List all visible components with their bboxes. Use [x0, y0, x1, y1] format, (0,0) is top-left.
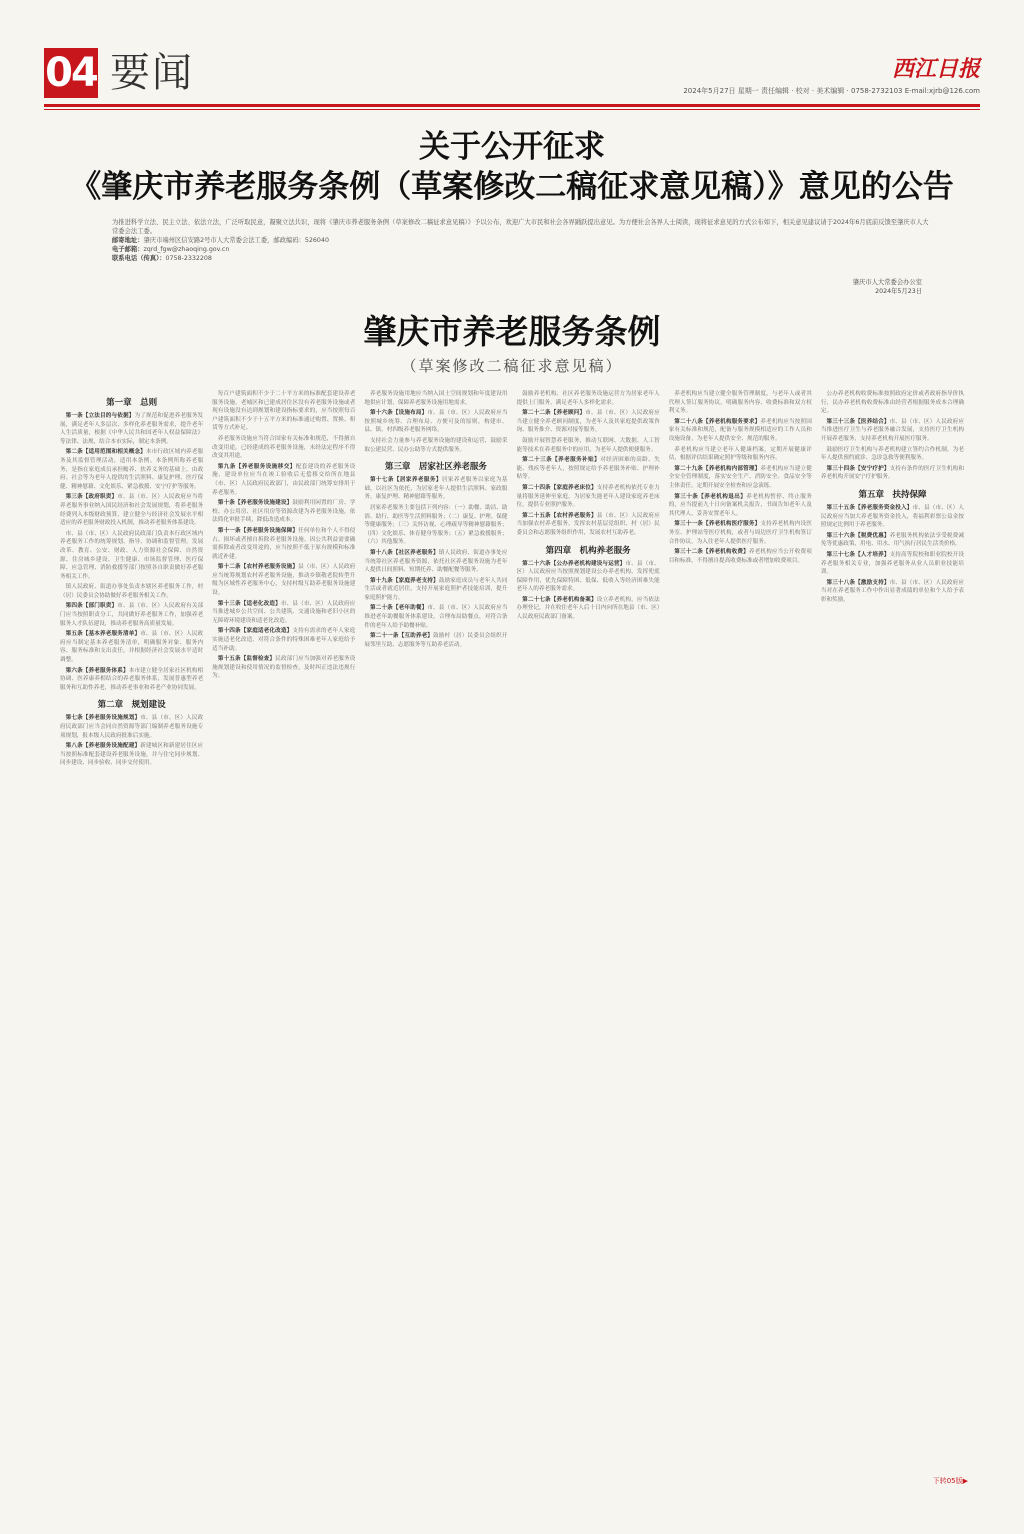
- article-paragraph: 第三十七条【人才培养】支持高等院校和职业院校开设养老服务相关专业，加强养老服务从业人员职业技能培训。: [820, 551, 965, 576]
- article-paragraph: 第十四条【家庭适老化改造】支持有需求的老年人家庭实施适老化改造，对符合条件的特殊困难老年人家庭给予适当补助。: [212, 628, 356, 652]
- article-heading: 第十五条【监督检查】: [217, 656, 276, 663]
- article-paragraph: 养老服务设施用地应当纳入国土空间规划和年度建设用地供应计划，保障养老服务设施用地需求。: [364, 391, 508, 406]
- article-paragraph: 鼓励养老机构、社区养老服务设施运营方为居家老年人提供上门服务，满足老年人多样化需求。: [516, 391, 660, 406]
- article-paragraph: 鼓励开展智慧养老服务，推动互联网、大数据、人工智能等技术在养老服务中的应用，为老年人提供便捷服务。: [516, 437, 660, 453]
- article-paragraph: 公办养老机构收费标准按照政府定价或者政府指导价执行，民办养老机构收费标准由经营者根据服务成本合理确定。: [820, 391, 965, 415]
- notice-intro: 为推进科学立法、民主立法、依法立法，广泛听取民意，凝聚立法共识，现将《肇庆市养老服务条例（草案修改二稿征求意见稿）》予以公布，欢迎广大市民和社会各界踊跃提出意见。为方便社会各界人士阅读，现将征求意见的方式公布如下，相关意见建议请于2024年6月底前反馈至肇庆市人大常委会法工委。: [112, 219, 929, 235]
- article-paragraph: 第五条【基本养老服务清单】市、县（市、区）人民政府应当制定基本养老服务清单，明确服务对象、服务内容、服务标准和支出责任，并根据经济社会发展水平适时调整。: [60, 631, 204, 664]
- page-number: 04: [45, 50, 97, 96]
- chapter-heading: 第五章 扶持保障: [858, 489, 927, 500]
- article-heading: 第七条【养老服务设施规划】: [65, 715, 141, 722]
- article-paragraph: 第二十一条【互助养老】鼓励村（居）民委员会组织开展邻里互助、志愿服务等互助养老活动。: [364, 633, 508, 648]
- article-heading: 第三十六条【税费优惠】: [826, 532, 890, 539]
- contact-label: 电子邮箱：: [112, 246, 144, 253]
- article-paragraph: 支持社会力量参与养老服务设施的建设和运营，鼓励采取公建民营、民办公助等方式提供服务。: [364, 437, 508, 453]
- article-paragraph: 第二十八条【养老机构服务要求】养老机构应当按照国家有关标准和规范，配备与服务规模相适应的工作人员和设施设备，为老年人提供安全、规范的服务。: [668, 418, 812, 442]
- notice-body: [112, 218, 932, 263]
- article-paragraph: 第十六条【设施布局】市、县（市、区）人民政府应当按照城乡统筹、合理布局、方便可及的原则，构建市、县、镇、村四级养老服务网络。: [364, 410, 508, 434]
- section-title: 要闻: [110, 50, 194, 96]
- notice-contact-row: [112, 236, 932, 245]
- text-column: [212, 390, 355, 1498]
- article-heading: 第三十一条【养老机构医疗服务】: [674, 521, 761, 528]
- article-paragraph: 第十条【养老服务设施建设】鼓励利用闲置的厂房、学校、办公用房、社区用房等资源改建为养老服务设施，依法简化审批手续，降低改造成本。: [212, 500, 356, 524]
- regulation-subtitle: （草案修改二稿征求意见稿）: [401, 357, 623, 375]
- article-paragraph: 第三十一条【养老机构医疗服务】支持养老机构内设医务室、护理站等医疗机构，或者与周边医疗卫生机构签订合作协议，为入住老年人提供医疗服务。: [668, 521, 812, 545]
- article-paragraph: 第六条【养老服务体系】本市建立健全居家社区机构相协调、医养康养相结合的养老服务体系，发展普惠型养老服务和互助性养老，推动养老事业和养老产业协同发展。: [60, 667, 204, 691]
- article-paragraph: 第二十五条【农村养老服务】县（市、区）人民政府应当加强农村养老服务，发挥农村基层党组织、村（居）民委员会和志愿服务组织作用，发展农村互助养老。: [516, 512, 660, 536]
- article-paragraph: 第三十八条【激励支持】市、县（市、区）人民政府应当对在养老服务工作中作出显著成绩的单位和个人给予表彰和奖励。: [820, 579, 965, 603]
- article-heading: 第十一条【养老服务设施保障】: [217, 527, 299, 534]
- article-heading: 第二十三条【养老服务补贴】: [522, 457, 601, 464]
- article-heading: 第二十条【老年助餐】: [369, 605, 428, 612]
- chapter-heading: 第四章 机构养老服务: [545, 545, 631, 556]
- article-paragraph: 第二十九条【养老机构内部管理】养老机构应当建立健全安全管理制度，落实安全生产、消防安全、食品安全等主体责任，定期开展安全检查和应急演练。: [668, 465, 812, 489]
- article-heading: 第三十七条【人才培养】: [826, 551, 890, 558]
- article-paragraph: 第四条【部门职责】市、县（市、区）人民政府有关部门应当按照职责分工，共同做好养老服务工作，加强养老服务人才队伍建设，推动养老服务高质量发展。: [60, 603, 204, 627]
- article-heading: 第二十八条【养老机构服务要求】: [674, 418, 761, 425]
- article-paragraph: 第三条【政府职责】市、县（市、区）人民政府应当将养老服务事业纳入国民经济和社会发展规划，将养老服务经费列入本级财政预算，建立健全与经济社会发展水平相适应的养老服务财政投入机制，推动养老服务体系建设。: [60, 494, 204, 527]
- article-heading: 第二十九条【养老机构内部管理】: [674, 465, 761, 472]
- article-heading: 第三十四条【安宁疗护】: [826, 465, 890, 472]
- article-paragraph: 第十九条【家庭养老支持】鼓励家庭成员与老年人共同生活或者就近居住，支持开展家庭照护者技能培训，提升家庭照护能力。: [364, 577, 508, 601]
- article-paragraph: 养老机构应当建立健全服务管理制度，与老年人或者其代理人签订服务协议，明确服务内容、收费标准和双方权利义务。: [668, 391, 812, 415]
- continued-note: 下转05版▶: [932, 1477, 968, 1485]
- article-paragraph: 第二十条【老年助餐】市、县（市、区）人民政府应当推进老年助餐服务体系建设，合理布局助餐点，对符合条件的老年人给予助餐补贴。: [364, 605, 508, 629]
- article-paragraph: 镇人民政府、街道办事处负责本辖区养老服务工作，村（居）民委员会协助做好养老服务相关工作。: [60, 584, 204, 599]
- headline-line-2: 《肇庆市养老服务条例（草案修改二稿征求意见稿）》意见的公告: [70, 169, 954, 205]
- article-heading: 第一条【立法目的与依据】: [65, 413, 135, 419]
- article-heading: 第十条【养老服务设施建设】: [217, 500, 293, 507]
- notice-contact-row: [112, 245, 932, 254]
- notice-contact-row: [112, 254, 932, 263]
- article-heading: 第十六条【设施布局】: [369, 410, 428, 417]
- masthead-meta: 2024年5月27日 星期一 责任编辑 · 校对 · 美术编辑 · 0758-2732103 E-mail:xjrb@126.com: [683, 87, 980, 95]
- article-heading: 第二十四条【家庭养老床位】: [522, 484, 597, 491]
- article-heading: 第十七条【居家养老服务】: [369, 477, 442, 484]
- article-heading: 第十四条【家庭适老化改造】: [217, 628, 293, 635]
- article-heading: 第二十六条【公办养老机构建设与运营】: [522, 560, 626, 567]
- notice-signoff: [853, 278, 922, 296]
- article-paragraph: 第二条【适用范围和相关概念】本市行政区域内养老服务及其监督管理活动，适用本条例。本条例所称养老服务，是指在家庭成员承担赡养、扶养义务的基础上，由政府、社会等为老年人提供的生活照料、康复护理、医疗保健、精神慰藉、文化娱乐、紧急救援、安宁疗护等服务。: [60, 449, 204, 490]
- article-paragraph: 市、县（市、区）人民政府民政部门负责本行政区域内养老服务工作的统筹规划、指导、协调和监督管理。发展改革、教育、公安、财政、人力资源社会保障、自然资源、住房城乡建设、卫生健康、市场监督管理、医疗保障、应急管理、消防救援等部门按照各自职责做好养老服务相关工作。: [60, 530, 204, 580]
- article-heading: 第十三条【适老化改造】: [217, 600, 281, 607]
- article-heading: 第四条【部门职责】: [65, 603, 118, 610]
- article-heading: 第二十五条【农村养老服务】: [522, 512, 597, 519]
- article-heading: 第二十一条【互助养老】: [369, 633, 434, 640]
- article-paragraph: 第八条【养老服务设施配建】新建城区和新建居住区应当按照标准配套建设养老服务设施，并与住宅同步规划、同步建设、同步验收、同步交付使用。: [60, 743, 204, 767]
- contact-value: zqrd_fgw@zhaoqing.gov.cn: [143, 246, 230, 253]
- article-paragraph: 养老服务设施应当符合国家有关标准和规范，不得擅自改变用途。已经建成的养老服务设施，未经法定程序不得改变其用途。: [212, 435, 356, 460]
- signoff-org: 肇庆市人大常委会办公室: [852, 279, 922, 286]
- article-heading: 第三十五条【养老服务资金投入】: [826, 504, 913, 511]
- article-paragraph: 第二十四条【家庭养老床位】支持养老机构依托专业力量将服务延伸至家庭，为居家失能老年人建设家庭养老床位，提供专业照护服务。: [516, 484, 660, 509]
- article-paragraph: 第二十六条【公办养老机构建设与运营】市、县（市、区）人民政府应当按照规划建设公办养老机构，发挥兜底保障作用，优先保障特困、低保、低收入等经济困难失能老年人的养老服务需求。: [516, 560, 660, 593]
- article-paragraph: 第三十四条【安宁疗护】支持有条件的医疗卫生机构和养老机构开展安宁疗护服务。: [820, 465, 965, 481]
- text-column: [517, 390, 660, 1498]
- headline-line-1: 关于公开征求: [419, 129, 605, 165]
- article-paragraph: 第二十二条【养老顾问】市、县（市、区）人民政府应当建立健全养老顾问制度，为老年人及其家庭提供政策咨询、服务推介、资源对接等服务。: [516, 410, 660, 434]
- newspaper-logo: 西江日报: [891, 56, 980, 82]
- chapter-heading: 第三章 居家社区养老服务: [384, 462, 487, 473]
- article-paragraph: 第三十条【养老机构退出】养老机构暂停、终止服务的，应当提前九十日向备案机关报告，书面告知老年人及其代理人，妥善安置老年人。: [668, 493, 812, 517]
- article-columns: [60, 390, 964, 1498]
- signoff-date: 2024年5月23日: [875, 288, 922, 295]
- article-heading: 第三十二条【养老机构收费】: [674, 549, 749, 556]
- article-paragraph: 第三十三条【医养结合】市、县（市、区）人民政府应当推进医疗卫生与养老服务融合发展，支持医疗卫生机构开展养老服务，支持养老机构开展医疗服务。: [820, 418, 965, 442]
- article-heading: 第三条【政府职责】: [65, 494, 118, 501]
- chapter-heading: 第一章 总则: [106, 398, 158, 408]
- article-heading: 第三十八条【激励支持】: [826, 579, 890, 586]
- article-paragraph: 鼓励医疗卫生机构与养老机构建立签约合作机制，为老年人提供预约就诊、急诊急救等便利服务。: [820, 446, 965, 462]
- article-heading: 第六条【养老服务体系】: [65, 667, 129, 674]
- contact-value: 肇庆市端州区信安路2号市人大常委会法工委，邮政编码：526040: [143, 237, 329, 244]
- article-heading: 第十八条【社区养老服务】: [369, 549, 439, 556]
- article-paragraph: 每百户建筑面积不少于二十平方米的标准配套建设养老服务设施，老城区和已建成居住区没有养老服务设施或者现有设施没有达到规划和建设指标要求的，应当按照每百户建筑面积不少于十五平方米的标准通过购置、置换、租赁等方式补足。: [212, 391, 356, 432]
- article-heading: 第三十条【养老机构退出】: [674, 493, 747, 500]
- contact-label: 邮寄地址：: [112, 237, 144, 244]
- contact-label: 联系电话（传真）：: [112, 255, 166, 262]
- article-paragraph: 第二十三条【养老服务补贴】对经济困难的高龄、失能、残疾等老年人，按照规定给予养老服务补贴、护理补贴等。: [516, 457, 660, 481]
- article-paragraph: 第七条【养老服务设施规划】市、县（市、区）人民政府民政部门应当会同自然资源等部门编制养老服务设施专项规划，报本级人民政府批准后实施。: [60, 715, 204, 739]
- article-paragraph: 第十七条【居家养老服务】居家养老服务以家庭为基础，以社区为依托，为居家老年人提供生活照料、家政服务、康复护理、精神慰藉等服务。: [364, 477, 508, 501]
- article-paragraph: 第三十二条【养老机构收费】养老机构应当公开收费项目和标准，不得擅自提高收费标准或者增加收费项目。: [668, 549, 812, 564]
- article-paragraph: 第二十七条【养老机构备案】设立养老机构，应当依法办理登记，并在收住老年人后十日内向所在地县（市、区）人民政府民政部门备案。: [516, 596, 660, 621]
- text-column: [60, 390, 203, 1498]
- article-paragraph: 第十八条【社区养老服务】镇人民政府、街道办事处应当统筹社区养老服务资源，依托社区养老服务设施为老年人提供日间照料、短期托养、助餐配餐等服务。: [364, 549, 508, 574]
- text-column: [821, 390, 964, 1498]
- article-paragraph: 第十二条【农村养老服务设施】县（市、区）人民政府应当统筹规划农村养老服务设施，推动乡镇敬老院转型升级为区域性养老服务中心，支持村级互助养老服务设施建设。: [212, 564, 356, 597]
- article-heading: 第十二条【农村养老服务设施】: [217, 564, 299, 571]
- article-paragraph: 居家养老服务主要包括下列内容：（一）助餐、助洁、助浴、助行、助医等生活照料服务；（二）康复、护理、保健等健康服务；（三）关怀访视、心理疏导等精神慰藉服务；（四）文化娱乐、体育健身等服务；（五）紧急救援服务；（六）其他服务。: [364, 504, 508, 546]
- article-paragraph: 第九条【养老服务设施移交】配套建设的养老服务设施，建设单位应当在竣工验收后无偿移交给所在地县（市、区）人民政府民政部门，由民政部门统筹安排用于养老服务。: [212, 463, 356, 496]
- article-heading: 第三十三条【医养结合】: [826, 418, 890, 425]
- regulation-title: 肇庆市养老服务条例: [363, 312, 661, 351]
- header-rule: [44, 104, 980, 107]
- article-heading: 第十九条【家庭养老支持】: [369, 577, 439, 584]
- contact-value: 0758-2332208: [165, 255, 212, 262]
- header-rule-thin: [44, 109, 980, 110]
- article-paragraph: 第三十五条【养老服务资金投入】市、县（市、区）人民政府应当加大养老服务资金投入，将福利彩票公益金按照规定比例用于养老服务。: [820, 504, 965, 529]
- article-paragraph: 第十一条【养老服务设施保障】任何单位和个人不得侵占、损坏或者擅自拆除养老服务设施。因公共利益需要确需拆除或者改变用途的，应当按照不低于原有规模和标准就近补建。: [212, 527, 356, 560]
- article-heading: 第八条【养老服务设施配建】: [65, 743, 141, 750]
- article-paragraph: 第一条【立法目的与依据】为了规范和促进养老服务发展，满足老年人多层次、多样化养老服务需求，提升老年人生活质量，根据《中华人民共和国老年人权益保障法》等法律、法规，结合本市实际，制定本条例。: [60, 413, 204, 445]
- article-paragraph: 第三十六条【税费优惠】养老服务机构依法享受税费减免等优惠政策，用电、用水、用气执行居民生活类价格。: [820, 532, 965, 548]
- article-heading: 第二条【适用范围和相关概念】: [65, 449, 146, 456]
- article-paragraph: 第十三条【适老化改造】市、县（市、区）人民政府应当推进城乡公共空间、公共建筑、交通设施和老旧小区的无障碍环境建设和适老化改造。: [212, 600, 356, 624]
- article-heading: 第五条【基本养老服务清单】: [65, 631, 141, 638]
- masthead: [44, 48, 980, 108]
- article-paragraph: 养老机构应当建立老年人健康档案，定期开展健康评估，根据评估结果确定照护等级和服务内容。: [668, 446, 812, 462]
- article-heading: 第二十七条【养老机构备案】: [522, 596, 597, 603]
- text-column: [669, 390, 812, 1498]
- article-heading: 第二十二条【养老顾问】: [522, 410, 586, 417]
- article-paragraph: 第十五条【监督检查】民政部门应当加强对养老服务设施规划建设和使用情况的监督检查，及时纠正违法违规行为。: [212, 656, 356, 680]
- text-column: [364, 390, 507, 1498]
- article-heading: 第九条【养老服务设施移交】: [217, 463, 296, 470]
- chapter-heading: 第二章 规划建设: [97, 700, 166, 711]
